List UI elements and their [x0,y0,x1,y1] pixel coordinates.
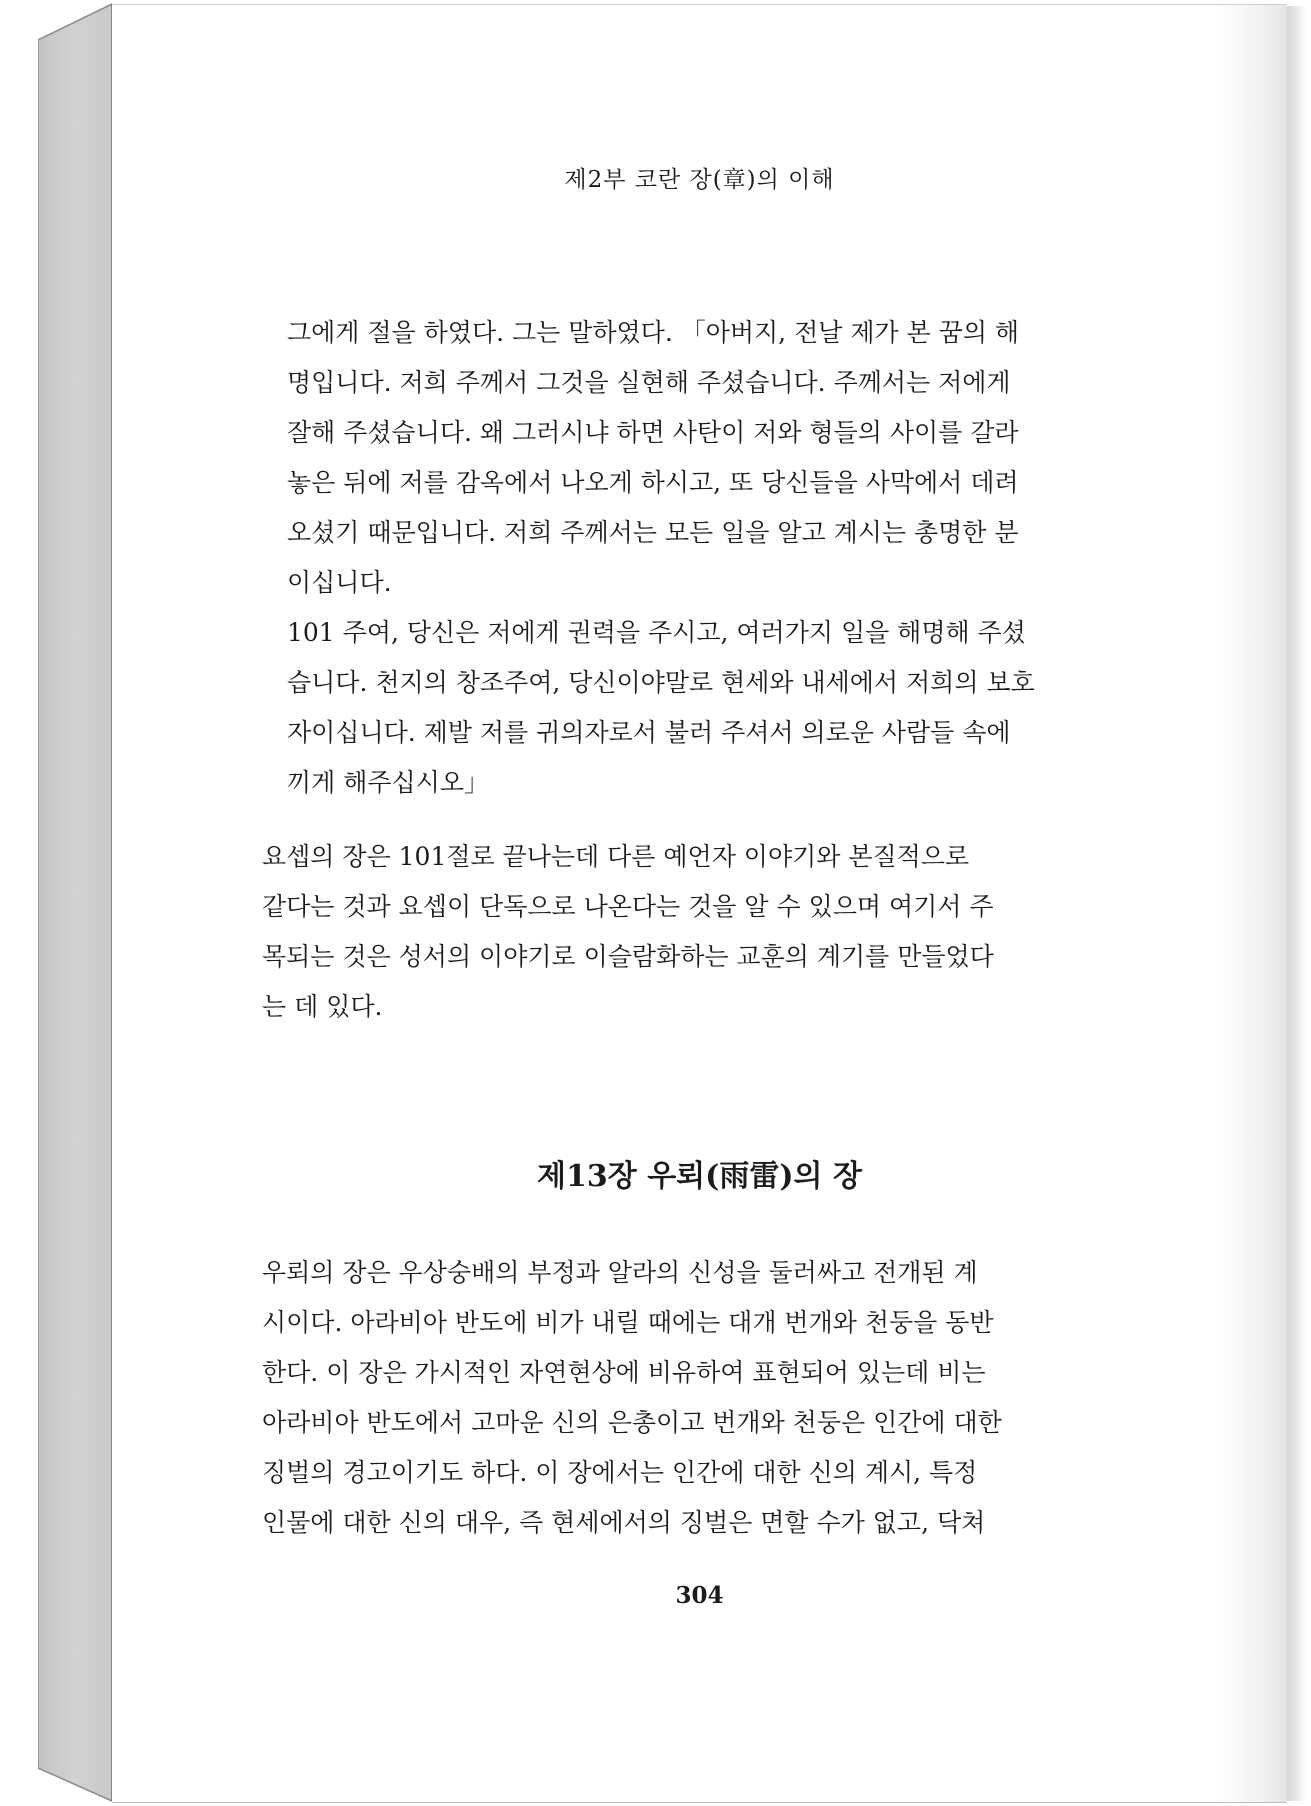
running-head: 제2부 코란 장(章)의 이해 [564,167,835,193]
text-line: 잘해 주셨습니다. 왜 그러시냐 하면 사탄이 저와 형들의 사이를 갈라 [287,418,1019,447]
text-line: 인물에 대한 신의 대우, 즉 현세에서의 징벌은 면할 수가 없고, 닥쳐 [262,1508,986,1537]
text-line: 징벌의 경고이기도 하다. 이 장에서는 인간에 대한 신의 계시, 특정 [262,1458,978,1487]
text-line: 아라비아 반도에서 고마운 신의 은총이고 번개와 천둥은 인간에 대한 [262,1408,1002,1437]
text-line: 목되는 것은 성서의 이야기로 이슬람화하는 교훈의 계기를 만들었다 [262,942,994,971]
text-line: 시이다. 아라비아 반도에 비가 내릴 때에는 대개 번개와 천둥을 동반 [262,1308,994,1337]
text-line: 이십니다. [287,568,392,597]
page-number: 304 [675,1582,724,1609]
text-line: 자이십니다. 제발 저를 귀의자로서 불러 주셔서 의로운 사람들 속에 [287,718,1011,747]
text-line: 같다는 것과 요셉이 단독으로 나온다는 것을 알 수 있으며 여기서 주 [262,892,994,921]
quote-block [287,308,1035,808]
text-line: 그에게 절을 하였다. 그는 말하였다. 「아버지, 전날 제가 본 꿈의 해 [287,318,1020,347]
paragraph-joseph-summary [262,832,994,1032]
text-line: 101 주여, 당신은 저에게 권력을 주시고, 여러가지 일을 해명해 주셨 [287,618,1026,647]
book-spine-shape [38,0,112,1806]
text-line: 끼게 해주십시오」 [287,768,489,797]
text-line: 요셉의 장은 101절로 끝나는데 다른 예언자 이야기와 본질적으로 [262,842,970,871]
book-spine [38,0,112,1806]
text-line: 우뢰의 장은 우상숭배의 부정과 알라의 신성을 둘러싸고 전개된 계 [262,1258,978,1287]
chapter-title: 제13장 우뢰(雨雷)의 장 [537,1159,862,1194]
text-line: 습니다. 천지의 창조주여, 당신이야말로 현세와 내세에서 저희의 보호 [287,668,1035,697]
text-line: 오셨기 때문입니다. 저희 주께서는 모든 일을 알고 계시는 총명한 분 [287,518,1019,547]
paragraph-thunder-chapter [262,1248,1002,1548]
book-page [112,4,1287,1803]
text-line: 놓은 뒤에 저를 감옥에서 나오게 하시고, 또 당신들을 사막에서 데려 [287,468,1019,497]
text-line: 한다. 이 장은 가시적인 자연현상에 비유하여 표현되어 있는데 비는 [262,1358,986,1387]
page-edge-shadow [1287,6,1307,1801]
text-line: 명입니다. 저희 주께서 그것을 실현해 주셨습니다. 주께서는 저에게 [287,368,1011,397]
text-line: 는 데 있다. [262,992,383,1021]
